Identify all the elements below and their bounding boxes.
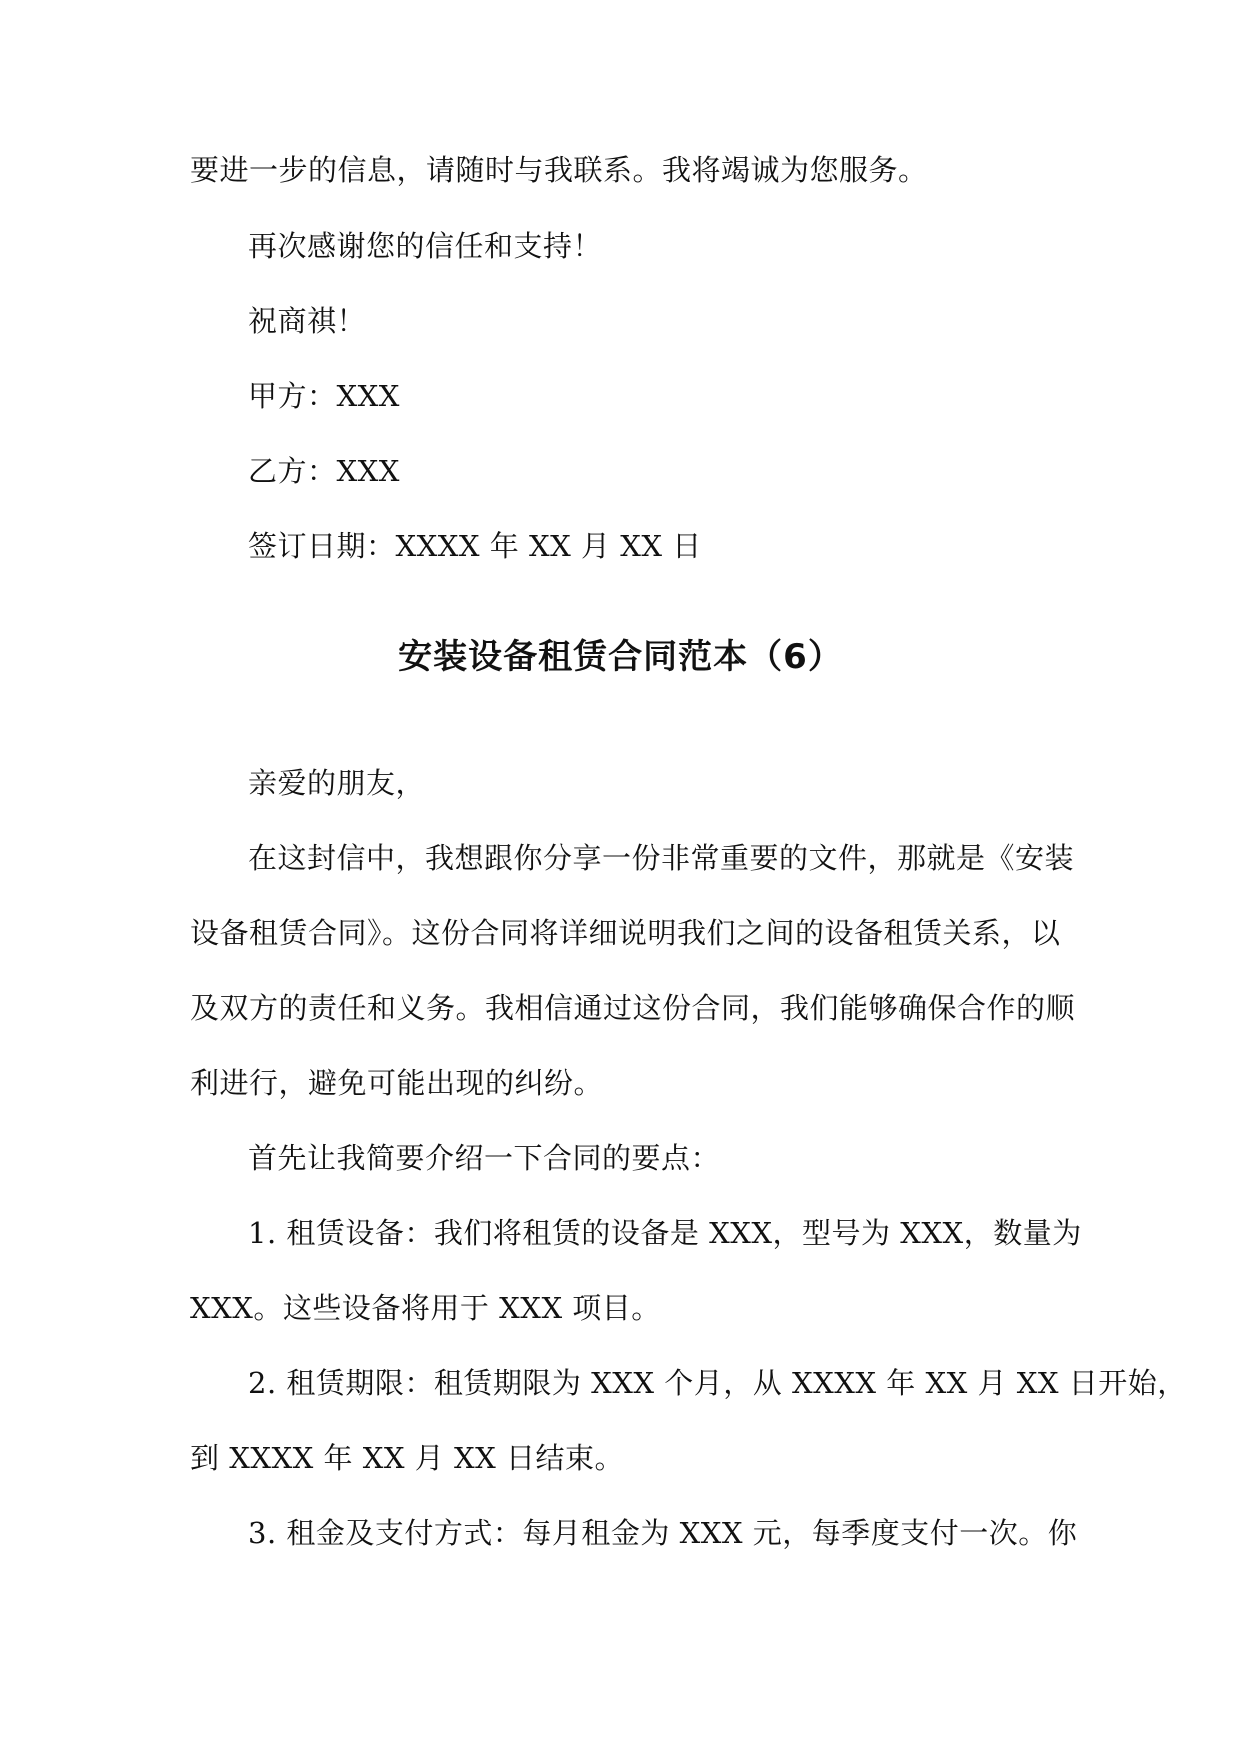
greeting-closing: 祝商祺！ — [248, 304, 367, 338]
list-item-1-continued: XXX。这些设备将用于 XXX 项目。 — [190, 1291, 661, 1325]
intro-paragraph-line: 设备租赁合同》。这份合同将详细说明我们之间的设备租赁关系，以 — [190, 916, 1061, 950]
signing-date: 签订日期：XXXX 年 XX 月 XX 日 — [248, 529, 702, 563]
intro-paragraph-line: 在这封信中，我想跟你分享一份非常重要的文件，那就是《安装 — [248, 841, 1075, 875]
intro-paragraph-line: 利进行，避免可能出现的纠纷。 — [190, 1066, 604, 1100]
list-item-3: 3. 租金及支付方式：每月租金为 XXX 元，每季度支付一次。你 — [248, 1516, 1078, 1550]
party-a: 甲方：XXX — [248, 379, 400, 413]
key-points-intro: 首先让我简要介绍一下合同的要点： — [248, 1141, 721, 1175]
list-item-1: 1. 租赁设备：我们将租赁的设备是 XXX，型号为 XXX，数量为 — [248, 1216, 1082, 1250]
salutation: 亲爱的朋友， — [248, 766, 426, 800]
party-b: 乙方：XXX — [248, 454, 400, 488]
list-item-2: 2. 租赁期限：租赁期限为 XXX 个月，从 XXXX 年 XX 月 XX 日开始， — [248, 1366, 1187, 1400]
section-title: 安装设备租赁合同范本（6） — [398, 637, 843, 677]
thanks-line: 再次感谢您的信任和支持！ — [248, 229, 603, 263]
closing-paragraph-line: 要进一步的信息，请随时与我联系。我将竭诚为您服务。 — [190, 153, 928, 187]
list-item-2-continued: 到 XXXX 年 XX 月 XX 日结束。 — [190, 1441, 624, 1475]
intro-paragraph-line: 及双方的责任和义务。我相信通过这份合同，我们能够确保合作的顺 — [190, 991, 1076, 1025]
